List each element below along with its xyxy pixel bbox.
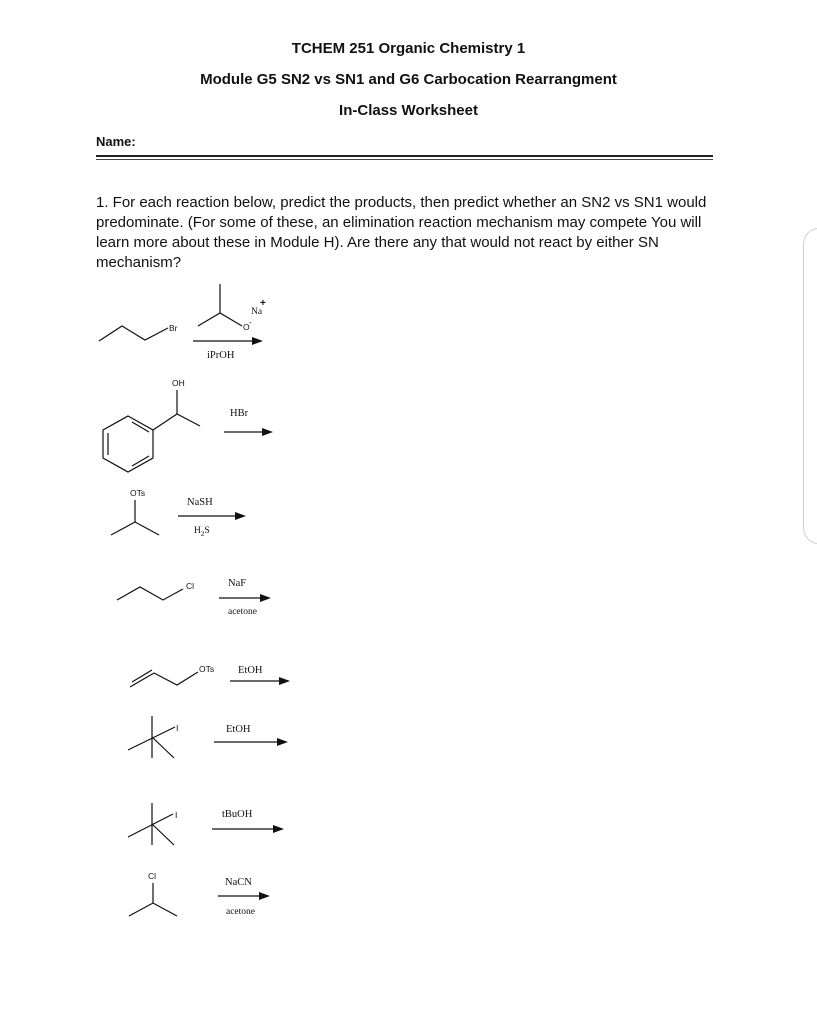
isopropyl-chain [129,903,177,916]
reagent-label: EtOH [238,665,263,676]
reagent-charge-minus: - [249,318,252,327]
side-chain [153,414,200,430]
reaction-4 [117,578,271,617]
reagent-label: NaCN [225,877,252,888]
reagent-label: tBuOH [222,809,253,820]
substrate-bond [152,737,174,758]
reaction-6 [128,716,288,758]
arrow-head [235,512,246,520]
substrate-atom-label: Br [169,323,178,333]
reagent-label: EtOH [226,724,251,735]
arrow-head [277,738,288,746]
reaction-3 [111,488,246,538]
substrate-chain [99,326,168,341]
question-1: 1. For each reaction below, predict the products, then predict whether an SN2 vs SN1 would predominate. (For some of these, an elimination reaction mechanism may compete You will learn more about these in Module H). Are there any that would not react by either SN mechanism? [96,194,707,271]
worksheet-subtitle: In-Class Worksheet [339,102,478,119]
substrate-atom-label: OTs [130,488,146,498]
arrow-head [262,428,273,436]
reaction-1 [99,284,266,361]
arrow-head [259,892,270,900]
reagent-label: NaF [228,578,247,589]
substrate-atom-label: Cl [148,871,157,881]
module-title: Module G5 SN2 vs SN1 and G6 Carbocation Rearrangment [200,71,617,88]
reagent-atom-na: Na [251,307,263,317]
arrow-head [260,594,271,602]
arrow-head [279,677,290,685]
double-bond [130,673,154,687]
substrate-atom-label: Cl [186,581,195,591]
arrow-head [273,825,284,833]
solvent-label: iPrOH [207,350,235,361]
substrate-chain [117,587,183,600]
substrate-chain [154,672,198,685]
reagent-label: HBr [230,408,249,419]
solvent-label: $H_2S$ [194,526,210,538]
substrate-atom-label: I [175,810,178,820]
isopropyl-chain [111,522,159,535]
name-label: Name: [96,134,136,149]
reagent-atom-o: O [243,322,250,332]
reaction-8 [129,871,270,917]
reagent-charge-plus: + [260,298,266,309]
arrow-head [252,337,263,345]
solvent-label: acetone [226,907,256,917]
reaction-5 [130,664,290,687]
substrate-bond [128,814,173,837]
substrate-atom-label: OTs [199,664,215,674]
substrate-atom-label: I [176,723,179,733]
alkoxide-chain [198,313,242,326]
solvent-label: acetone [228,607,258,617]
substrate-bond [152,824,174,845]
reagent-label: NaSH [187,497,213,508]
benzene-ring [103,416,153,472]
course-title: TCHEM 251 Organic Chemistry 1 [291,40,526,57]
reaction-7 [128,803,284,845]
substrate-atom-label: OH [172,378,185,388]
reaction-2 [103,378,273,472]
